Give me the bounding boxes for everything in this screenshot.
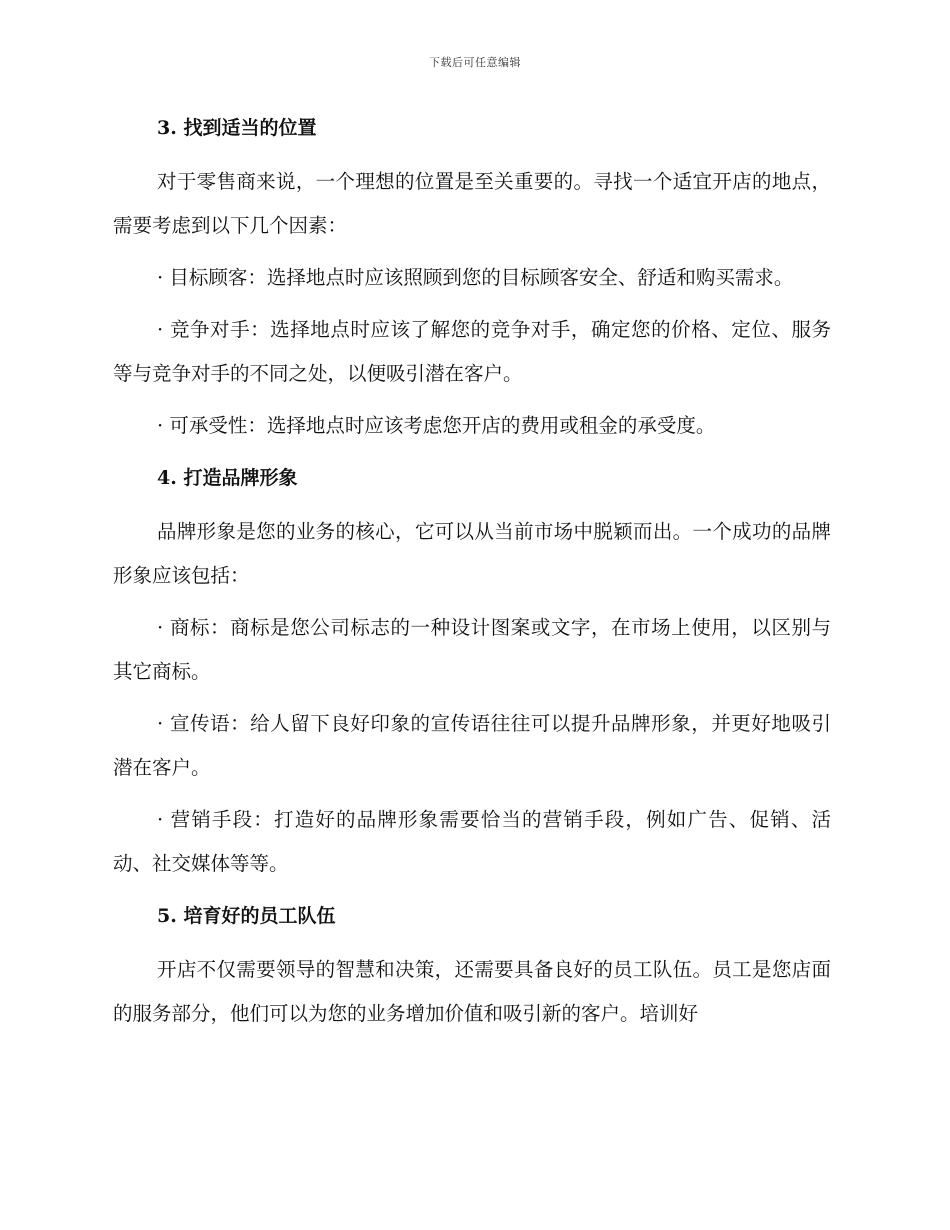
bullet-paragraph: · 商标：商标是您公司标志的一种设计图案或文字，在市场上使用，以区别与其它商标。 bbox=[113, 616, 831, 683]
bullet-paragraph: · 竞争对手：选择地点时应该了解您的竞争对手，确定您的价格、定位、服务等与竞争对手的不同之处，以便吸引潜在客户。 bbox=[113, 318, 831, 385]
section-3 bbox=[113, 106, 831, 448]
section-5 bbox=[113, 894, 831, 1036]
page-header: 下载后可任意编辑 bbox=[429, 56, 521, 69]
section-heading: 4. 打造品牌形象 bbox=[157, 467, 298, 489]
section-heading: 5. 培育好的员工队伍 bbox=[157, 905, 336, 927]
bullet-paragraph: · 目标顾客：选择地点时应该照顾到您的目标顾客安全、舒适和购买需求。 bbox=[157, 266, 794, 289]
bullet-paragraph: · 宣传语：给人留下良好印象的宣传语往往可以提升品牌形象，并更好地吸引潜在客户。 bbox=[113, 712, 831, 779]
paragraph: 品牌形象是您的业务的核心，它可以从当前市场中脱颖而出。一个成功的品牌形象应该包括： bbox=[113, 520, 831, 587]
bullet-paragraph: · 营销手段：打造好的品牌形象需要恰当的营销手段，例如广告、促销、活动、社交媒体等等。 bbox=[113, 808, 831, 875]
bullet-paragraph: · 可承受性：选择地点时应该考虑您开店的费用或租金的承受度。 bbox=[157, 414, 716, 437]
paragraph: 对于零售商来说，一个理想的位置是至关重要的。寻找一个适宜开店的地点，需要考虑到以下几个因素： bbox=[113, 170, 831, 237]
document-body bbox=[113, 106, 831, 1036]
section-heading: 3. 找到适当的位置 bbox=[157, 117, 317, 139]
section-4 bbox=[113, 456, 831, 886]
paragraph: 开店不仅需要领导的智慧和决策，还需要具备良好的员工队伍。员工是您店面的服务部分，他们可以为您的业务增加价值和吸引新的客户。培训好 bbox=[113, 958, 831, 1025]
